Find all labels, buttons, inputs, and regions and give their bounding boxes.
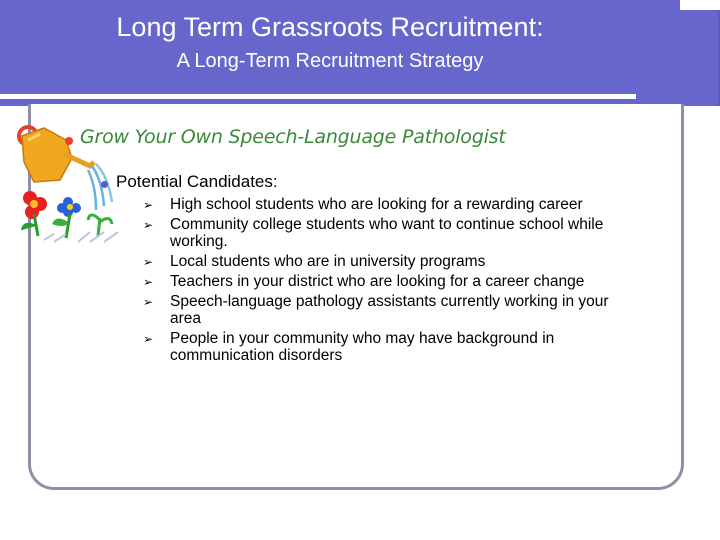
list-item-text: Teachers in your district who are looking for a career change xyxy=(170,273,585,290)
heading-bullet xyxy=(65,137,73,145)
arrow-bullet-icon: ➢ xyxy=(143,198,154,212)
list-item xyxy=(143,253,643,270)
list-item xyxy=(143,293,643,327)
section-heading: Grow Your Own Speech-Language Pathologist xyxy=(80,126,506,148)
list-item-text: High school students who are looking for a rewarding career xyxy=(170,196,583,213)
list-item xyxy=(143,216,643,250)
list-item-text: Community college students who want to continue school while working. xyxy=(170,216,604,250)
arrow-bullet-icon: ➢ xyxy=(143,255,154,269)
list-item-text: People in your community who may have background in communication disorders xyxy=(170,330,555,364)
arrow-bullet-icon: ➢ xyxy=(143,332,154,346)
list-item-text: Local students who are in university programs xyxy=(170,253,486,270)
list-item xyxy=(143,196,643,213)
header-band xyxy=(0,0,720,108)
candidate-list xyxy=(143,196,643,367)
subheading: Potential Candidates: xyxy=(116,172,278,191)
list-item xyxy=(143,330,643,364)
slide-subtitle: A Long-Term Recruitment Strategy xyxy=(176,50,484,72)
arrow-bullet-icon: ➢ xyxy=(143,275,154,289)
arrow-bullet-icon: ➢ xyxy=(143,295,154,309)
list-item-text: Speech-language pathology assistants currently working in your area xyxy=(170,293,609,327)
subheading-bullet xyxy=(101,181,108,188)
list-item xyxy=(143,273,643,290)
arrow-bullet-icon: ➢ xyxy=(143,218,154,232)
slide-title: Long Term Grassroots Recruitment: xyxy=(116,12,544,42)
header-divider xyxy=(0,94,636,99)
